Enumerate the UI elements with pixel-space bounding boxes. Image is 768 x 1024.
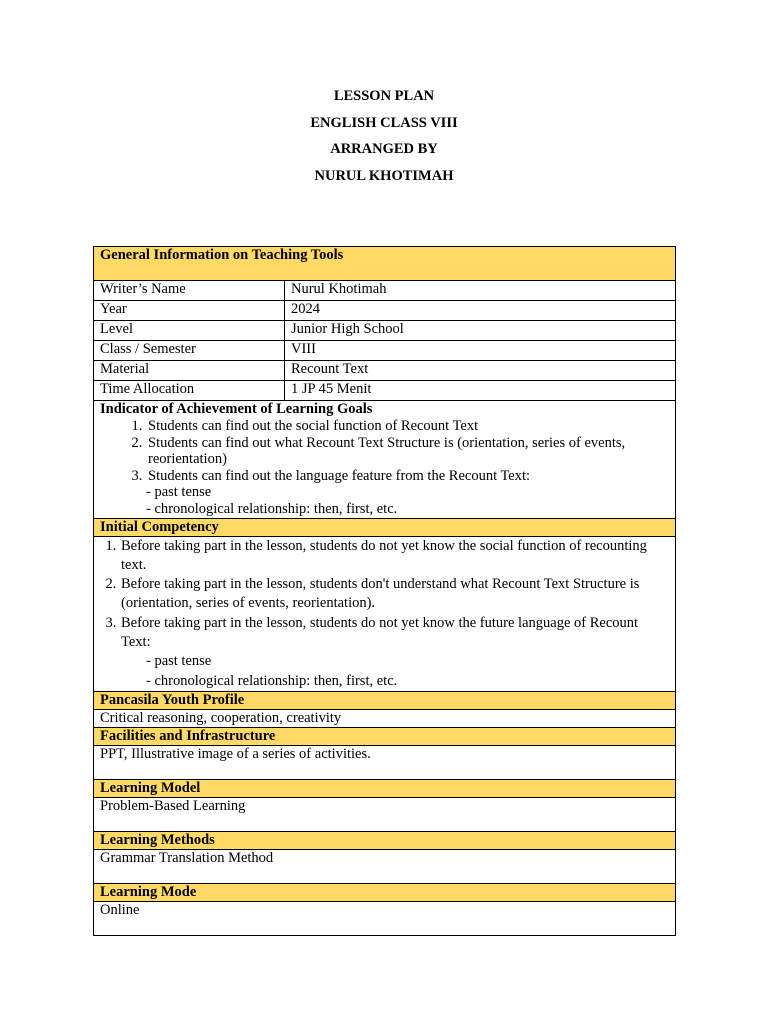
learning-model-value: Problem-Based Learning <box>94 797 676 831</box>
list-item: 1. Before taking part in the lesson, students do not yet know the social function of recounting text. <box>120 537 669 576</box>
list-item: 3. Before taking part in the lesson, students do not yet know the future language of Recount Text: <box>120 614 669 653</box>
list-item: 3. Students can find out the language feature from the Recount Text: <box>146 468 669 485</box>
learning-goals-heading: Indicator of Achievement of Learning Goals <box>100 401 373 417</box>
profile-heading: Pancasila Youth Profile <box>94 691 676 709</box>
sub-point: - past tense <box>146 484 212 501</box>
list-item: 2. Before taking part in the lesson, students don't understand what Recount Text Structure is (orientation, series of events, reorientation). <box>120 575 669 614</box>
row-label: Level <box>94 321 285 341</box>
learning-model-heading: Learning Model <box>94 779 676 797</box>
facilities-heading: Facilities and Infrastructure <box>94 727 676 745</box>
row-value: 2024 <box>285 301 676 321</box>
row-label: Material <box>94 361 285 381</box>
row-value: Junior High School <box>285 321 676 341</box>
competency-list <box>100 537 669 653</box>
lesson-plan-table <box>93 246 676 936</box>
learning-mode-heading: Learning Mode <box>94 883 676 901</box>
learning-methods-value: Grammar Translation Method <box>94 849 676 883</box>
sub-point: - past tense <box>146 653 212 670</box>
list-item: 2. Students can find out what Recount Text Structure is (orientation, series of events, reorientation) <box>146 435 669 468</box>
title-line: ARRANGED BY <box>330 141 438 157</box>
row-label: Year <box>94 301 285 321</box>
facilities-value: PPT, Illustrative image of a series of activities. <box>94 745 676 779</box>
learning-goals-cell <box>94 401 676 519</box>
initial-competency-cell <box>94 536 676 691</box>
title-line: LESSON PLAN <box>333 88 435 104</box>
row-value: 1 JP 45 Menit <box>285 381 676 401</box>
row-value: Nurul Khotimah <box>285 281 676 301</box>
title-line: NURUL KHOTIMAH <box>314 167 454 184</box>
learning-mode-value: Online <box>94 901 676 935</box>
document-title-block <box>0 85 768 191</box>
row-label: Writer’s Name <box>94 281 285 301</box>
learning-goals-list <box>100 418 669 484</box>
list-item: 1. Students can find out the social function of Recount Text <box>146 418 669 435</box>
sub-point: - chronological relationship: then, first, etc. <box>146 672 398 689</box>
profile-value: Critical reasoning, cooperation, creativity <box>94 709 676 727</box>
row-label: Class / Semester <box>94 341 285 361</box>
title-line: ENGLISH CLASS VIII <box>310 114 458 131</box>
initial-competency-heading: Initial Competency <box>94 518 676 536</box>
learning-methods-heading: Learning Methods <box>94 831 676 849</box>
row-label: Time Allocation <box>94 381 285 401</box>
row-value: Recount Text <box>285 361 676 381</box>
sub-point: - chronological relationship: then, first, etc. <box>146 500 398 517</box>
row-value: VIII <box>285 341 676 361</box>
general-info-heading: General Information on Teaching Tools <box>94 247 676 281</box>
